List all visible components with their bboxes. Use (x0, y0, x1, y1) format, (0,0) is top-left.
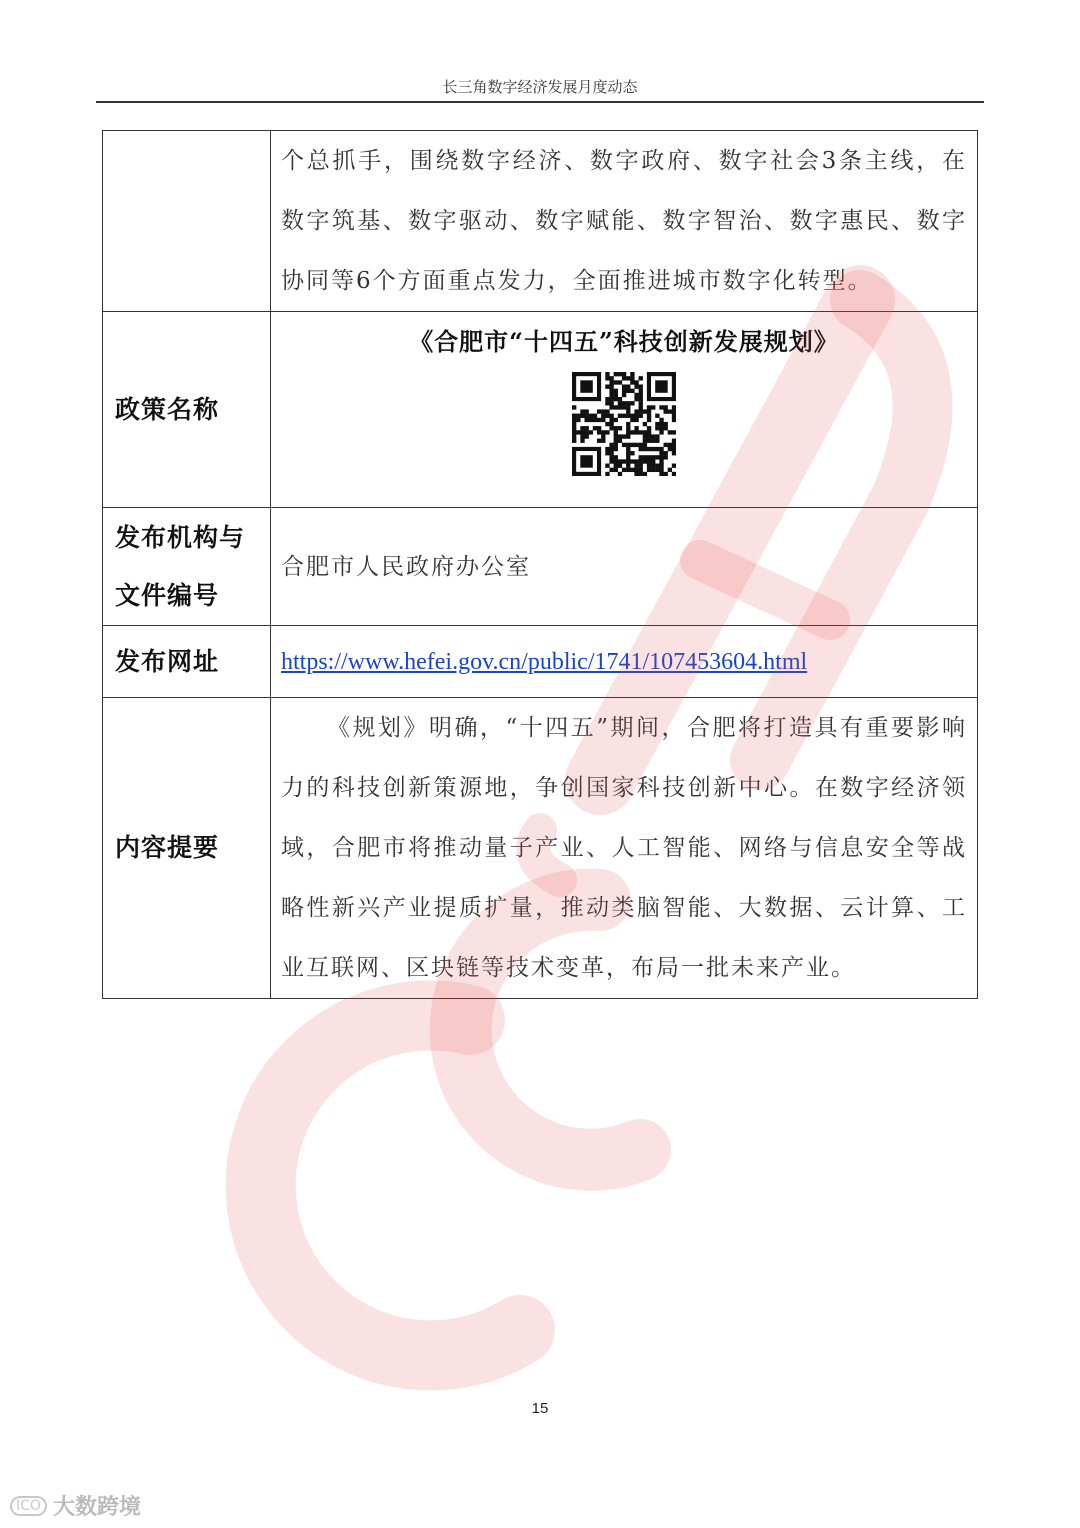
policy-name-cell (271, 312, 978, 508)
page-number: 15 (531, 1400, 549, 1417)
issuer-label-line1: 发布机构与 (115, 522, 246, 552)
qr-code-icon[interactable] (572, 372, 676, 476)
footer-logo-mark: ICO (10, 1496, 47, 1516)
empty-label-cell (103, 131, 271, 312)
table-row (103, 698, 978, 999)
policy-table (102, 130, 978, 999)
issuer-cell (271, 508, 978, 626)
summary-label: 内容提要 (103, 698, 271, 999)
running-header-title: 长三角数字经济发展月度动态 (442, 78, 638, 96)
url-label: 发布网址 (103, 626, 271, 698)
policy-url-link[interactable]: https://www.hefei.gov.cn/public/1741/107453604.html (281, 648, 808, 675)
footer-logo (10, 1490, 141, 1521)
url-cell (271, 626, 978, 698)
running-header (96, 76, 984, 103)
issuer-label-line2: 文件编号 (115, 580, 220, 610)
footer-logo-text: 大数跨境 (52, 1495, 141, 1520)
table-row (103, 131, 978, 312)
summary-cell (271, 698, 978, 999)
table-row (103, 508, 978, 626)
prev-content-text: 个总抓手，围绕数字经济、数字政府、数字社会3条主线，在数字筑基、数字驱动、数字赋能、数字智治、数字惠民、数字协同等6个方面重点发力，全面推进城市数字化转型。 (281, 148, 967, 294)
policy-name-value: 《合肥市“十四五”科技创新发展规划》 (409, 327, 839, 356)
prev-content-cell (271, 131, 978, 312)
summary-text: 《规划》明确，“十四五”期间，合肥将打造具有重要影响力的科技创新策源地，争创国家科技创新中心。在数字经济领域，合肥市将推动量子产业、人工智能、网络与信息安全等战略性新兴产业提质扩量，推动类脑智能、大数据、云计算、工业互联网、区块链等技术变革，布局一批未来产业。 (281, 715, 967, 981)
policy-name-label: 政策名称 (103, 312, 271, 508)
issuer-label (103, 508, 271, 626)
table-row (103, 312, 978, 508)
issuer-value: 合肥市人民政府办公室 (281, 553, 531, 580)
table-row (103, 626, 978, 698)
